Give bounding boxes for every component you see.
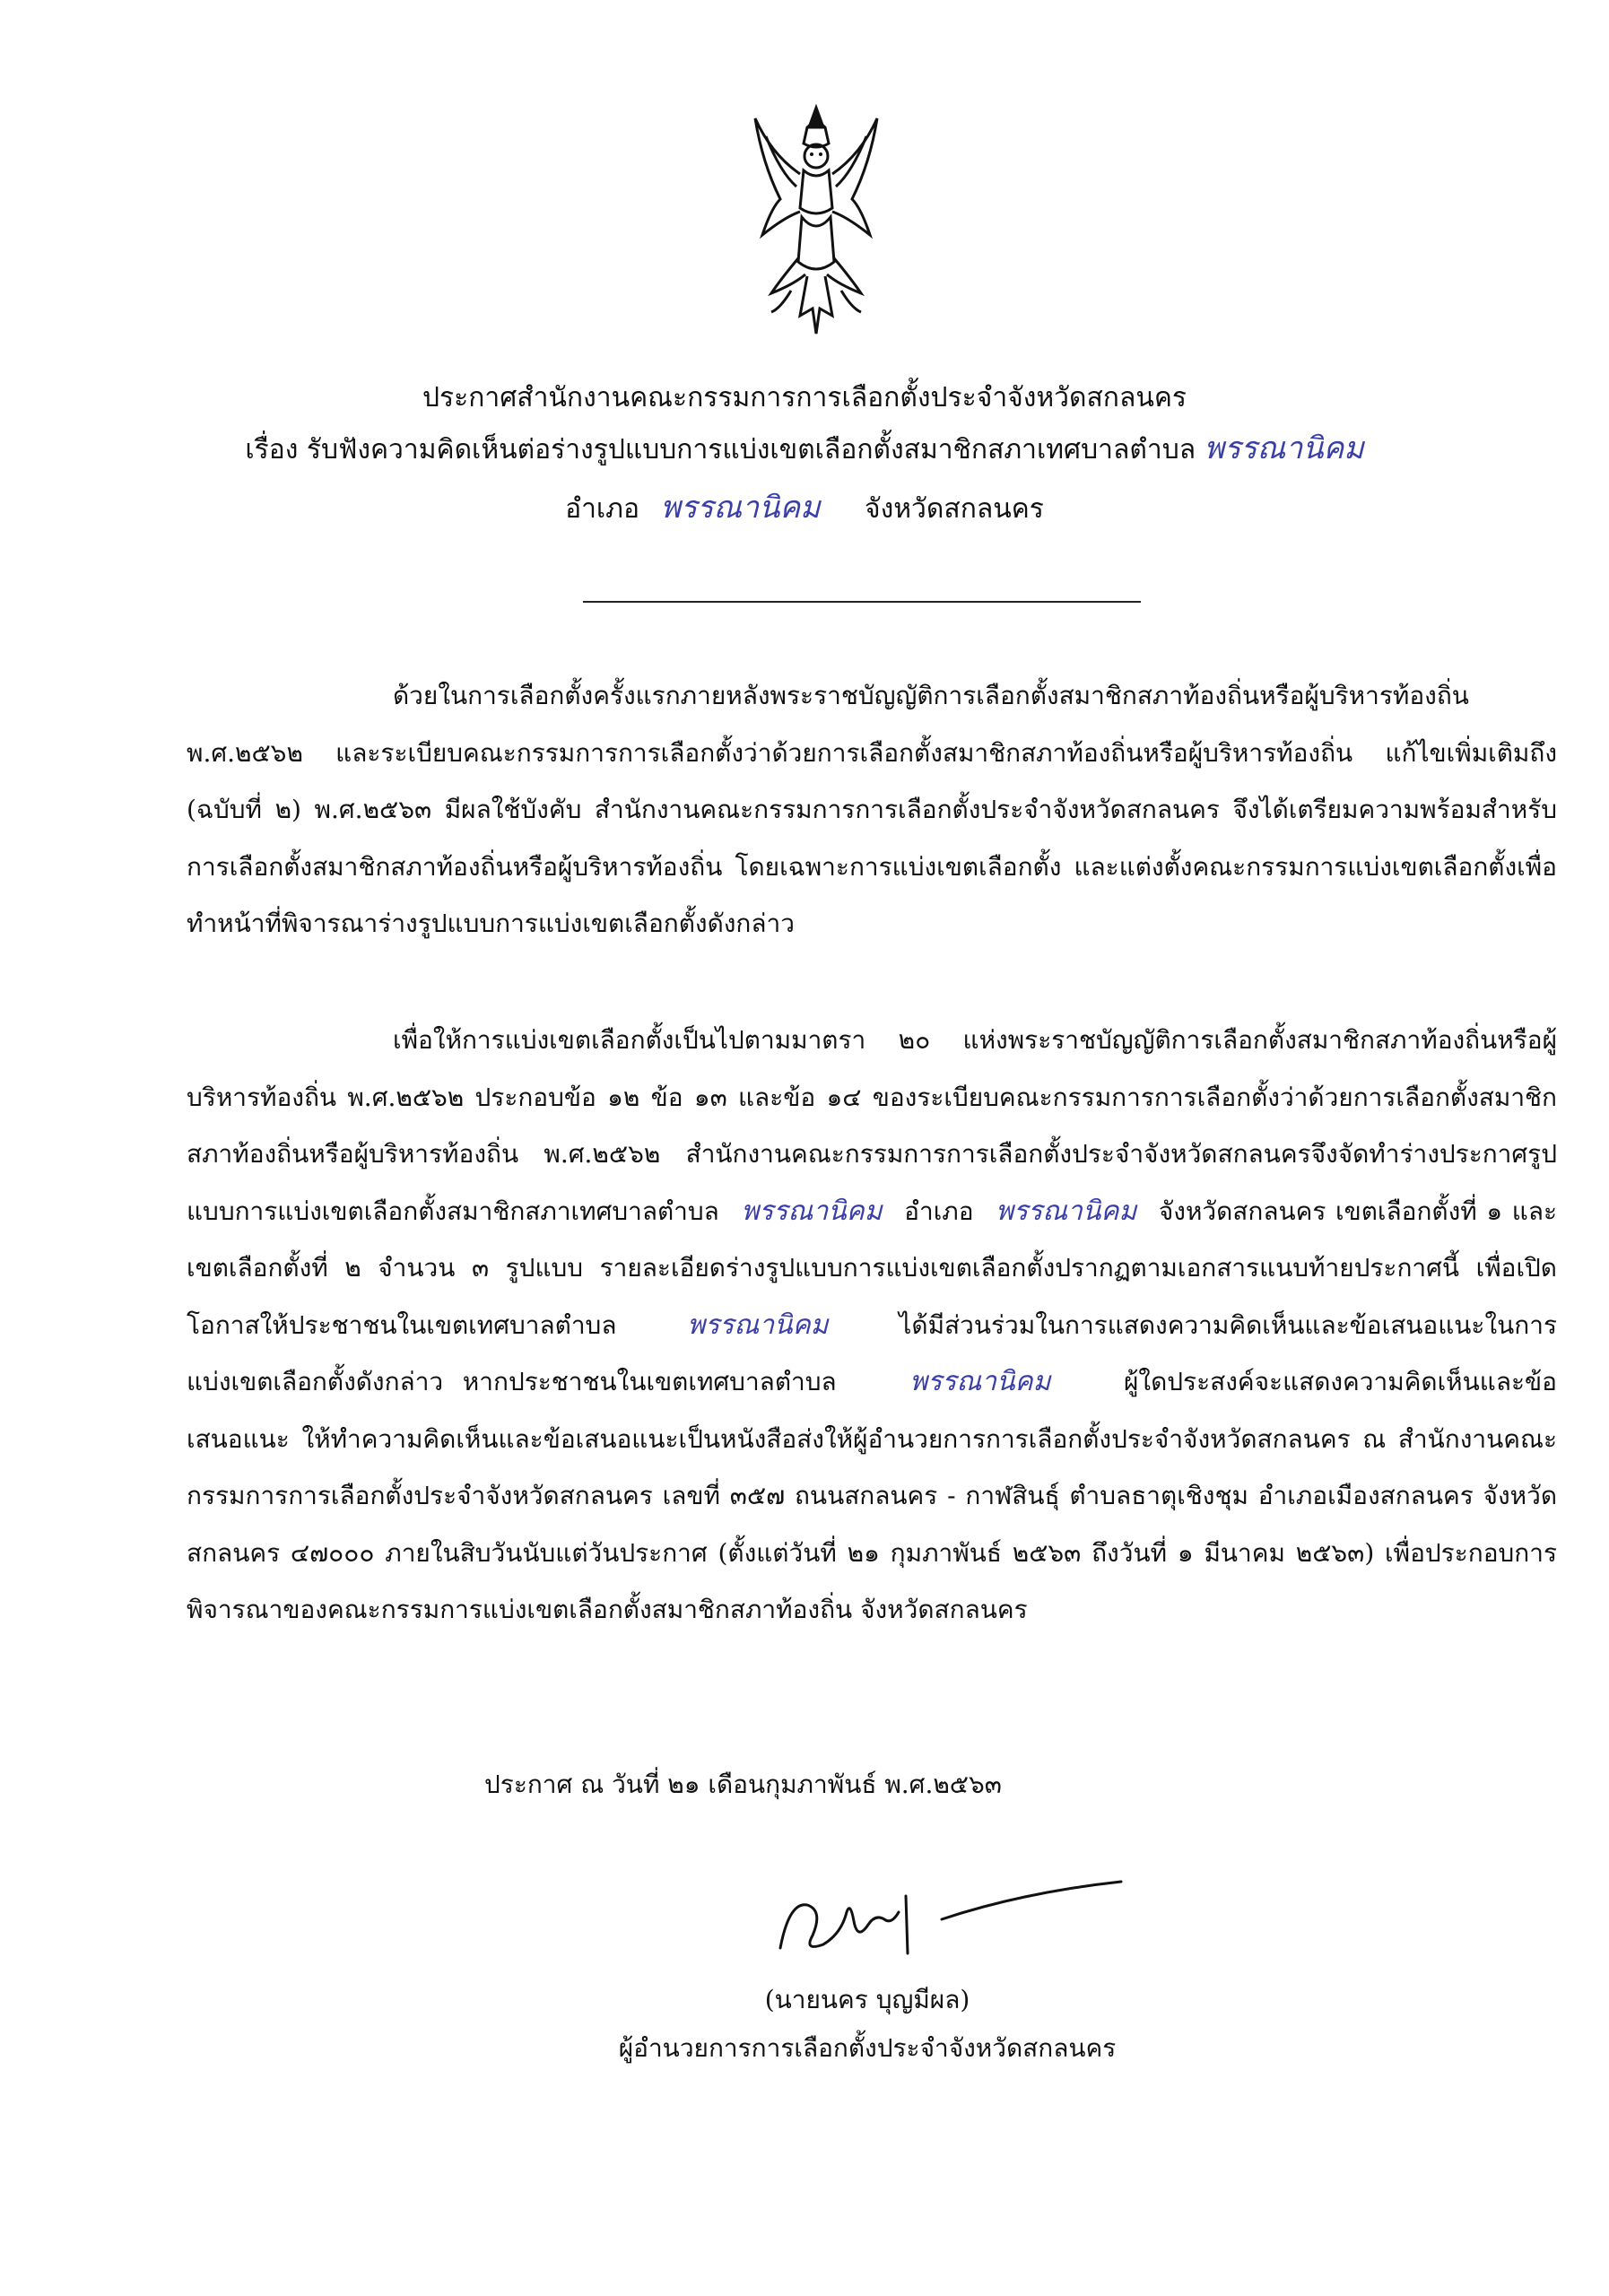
paragraph-2-part-c: จังหวัดสกลนคร เขตเลือกตั้งที่ ๑ และเขตเลือกตั้งที่ ๒ จำนวน ๓ รูปแบบ รายละเอียดร่างรูปแบบการแบ่งเขตเลือกตั้งปรากฏตามเอกสารแนบท้ายประกาศนี้ เพื่อเปิดโอกาสให้ประชาชนในเขตเทศบาลตำบล <box>187 1196 1558 1340</box>
paragraph-1: ด้วยในการเลือกตั้งครั้งแรกภายหลังพระราชบัญญัติการเลือกตั้งสมาชิกสภาท้องถิ่นหรือผู้บริหารท้องถิ่น พ.ศ.๒๕๖๒ และระเบียบคณะกรรมการการเลือกตั้งว่าด้วยการเลือกตั้งสมาชิกสภาท้องถิ่นหรือผู้บริหารท้องถิ่น แก้ไขเพิ่มเติมถึง (ฉบับที่ ๒) พ.ศ.๒๕๖๓ มีผลใช้บังคับ สำนักงานคณะกรรมการการเลือกตั้งประจำจังหวัดสกลนคร จึงได้เตรียมความพร้อมสำหรับการเลือกตั้งสมาชิกสภาท้องถิ่นหรือผู้บริหารท้องถิ่น โดยเฉพาะการแบ่งเขตเลือกตั้ง และแต่งตั้งคณะกรรมการแบ่งเขตเลือกตั้งเพื่อทำหน้าที่พิจารณาร่างรูปแบบการแบ่งเขตเลือกตั้งดังกล่าว <box>187 681 1557 938</box>
subject-line <box>0 429 1609 470</box>
paragraph-2-part-b: อำเภอ <box>904 1196 974 1226</box>
handwritten-fill-3: พรรณานิคม <box>687 1309 829 1341</box>
signer-name: (นายนคร บุญมีผล) <box>764 1985 970 2014</box>
paragraph-2-part-d: ได้มีส่วนร่วมในการแสดงความคิดเห็นและข้อเสนอแนะในการแบ่งเขตเลือกตั้งดังกล่าว หากประชาชนในเขตเทศบาลตำบล <box>187 1309 1557 1396</box>
garuda-emblem-icon <box>744 100 888 343</box>
handwritten-signature <box>771 1866 1148 1964</box>
paragraph-2 <box>187 1012 1557 1639</box>
subject-prefix: เรื่อง รับฟังความคิดเห็นต่อร่างรูปแบบการแบ่งเขตเลือกตั้งสมาชิกสภาเทศบาลตำบล <box>245 434 1196 465</box>
district-label: อำเภอ <box>565 493 639 525</box>
paragraph-2-part-e: ผู้ใดประสงค์จะแสดงความคิดเห็นและข้อเสนอแนะ ให้ทำความคิดเห็นและข้อเสนอแนะเป็นหนังสือส่งให้ผู้อำนวยการการเลือกตั้งประจำจังหวัดสกลนคร ณ สำนักงานคณะกรรมการการเลือกตั้งประจำจังหวัดสกลนคร เลขที่ ๓๕๗ ถนนสกลนคร - กาฬสินธุ์ ตำบลธาตุเชิงชุม อำเภอเมืองสกลนคร จังหวัดสกลนคร ๔๗๐๐๐ ภายในสิบวันนับแต่วันประกาศ (ตั้งแต่วันที่ ๒๑ กุมภาพันธ์ ๒๕๖๓ ถึงวันที่ ๑ มีนาคม ๒๕๖๓) เพื่อประกอบการพิจารณาของคณะกรรมการแบ่งเขตเลือกตั้งสมาชิกสภาท้องถิ่น จังหวัดสกลนคร <box>187 1367 1557 1624</box>
handwritten-fill-4: พรรณานิคม <box>909 1366 1051 1397</box>
signer-title: ผู้อำนวยการการเลือกตั้งประจำจังหวัดสกลนคร <box>618 2033 1117 2063</box>
header-divider <box>583 601 1141 603</box>
handwritten-fill-2: พรรณานิคม <box>996 1195 1137 1227</box>
announcement-date: ประกาศ ณ วันที่ ๒๑ เดือนกุมภาพันธ์ พ.ศ.๒๕๖๓ <box>484 1770 1002 1799</box>
subject-handwritten-name: พรรณานิคม <box>1204 430 1364 466</box>
paragraph-2-part-a: เพื่อให้การแบ่งเขตเลือกตั้งเป็นไปตามมาตรา ๒๐ แห่งพระราชบัญญัติการเลือกตั้งสมาชิกสภาท้องถิ่นหรือผู้บริหารท้องถิ่น พ.ศ.๒๕๖๒ ประกอบข้อ ๑๒ ข้อ ๑๓ และข้อ ๑๔ ของระเบียบคณะกรรมการการเลือกตั้งว่าด้วยการเลือกตั้งสมาชิกสภาท้องถิ่นหรือผู้บริหารท้องถิ่น พ.ศ.๒๕๖๒ สำนักงานคณะกรรมการการเลือกตั้งประจำจังหวัดสกลนครจึงจัดทำร่างประกาศรูปแบบการแบ่งเขตเลือกตั้งสมาชิกสภาเทศบาลตำบล <box>187 1025 1557 1226</box>
district-handwritten-name: พรรณานิคม <box>660 490 821 526</box>
district-line <box>0 488 1609 529</box>
handwritten-fill-1: พรรณานิคม <box>741 1195 883 1227</box>
province-name: จังหวัดสกลนคร <box>865 493 1044 525</box>
announcement-title: ประกาศสำนักงานคณะกรรมการการเลือกตั้งประจำจังหวัดสกลนคร <box>422 382 1187 413</box>
